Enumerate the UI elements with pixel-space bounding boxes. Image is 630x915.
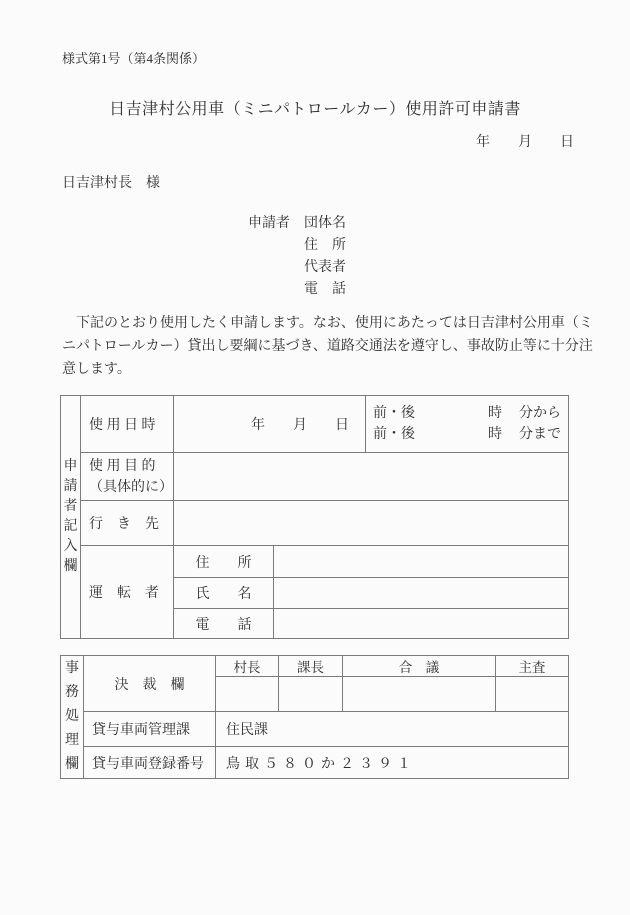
time-from-minute: 分から [519,406,561,421]
approval-col-examiner: 主査 [496,656,569,677]
driver-name-label: 氏 名 [174,578,274,609]
driver-address-label: 住 所 [174,546,274,578]
time-to-minute: 分まで [519,427,561,442]
form-number: 様式第1号（第4条関係） [62,51,206,66]
office-section-cell [61,656,84,779]
time-from-row [366,403,568,424]
approval-cell-mayor [216,677,279,712]
body-line: 下記のとおり使用したく申請します。なお、使用にあたっては日吉津村公用車（ミ [62,316,593,331]
applicant-line-address: 住 所 [248,238,346,253]
driver-name-value-cell [274,578,569,609]
usage-date-cell: 年 月 日 [174,396,366,453]
applicant-line-group-name: 申請者 団体名 [248,216,346,231]
purpose-label [81,453,174,501]
purpose-label-line1: 使 用 目 的 [89,458,156,474]
time-from-hour: 時 [488,406,502,421]
applicant-section-cell [61,396,81,639]
approval-label: 決 裁 欄 [84,656,216,712]
applicant-entry-table [60,395,569,639]
approval-col-consultation: 合 議 [343,656,496,677]
driver-address-value-cell [274,546,569,578]
driver-phone-value-cell [274,609,569,639]
applicant-line-representative: 代表者 [248,260,346,275]
usage-time-cell [366,396,569,453]
registration-number-value: 鳥取５８０か２３９１ [216,747,569,779]
time-from-ampm: 前・後 [373,406,415,421]
approval-cell-section-chief [279,677,343,712]
approval-col-section-chief: 課長 [279,656,343,677]
purpose-value-cell [174,453,569,501]
applicant-block [248,213,346,301]
driver-label: 運 転 者 [81,546,174,639]
approval-col-mayor: 村長 [216,656,279,677]
managing-section-label: 貸与車両管理課 [84,712,216,747]
date-line: 年 月 日 [476,135,574,150]
destination-value-cell [174,501,569,546]
office-processing-table [60,655,569,779]
time-to-hour: 時 [488,427,502,442]
approval-cell-consultation [343,677,496,712]
managing-section-value: 住民課 [216,712,569,747]
page-title: 日吉津村公用車（ミニパトロールカー）使用許可申請書 [109,101,521,118]
registration-number-label: 貸与車両登録番号 [84,747,216,779]
time-to-ampm: 前・後 [373,427,415,442]
office-section-label: 事務処理欄 [65,661,79,772]
usage-datetime-label: 使 用 日 時 [81,396,174,453]
addressee: 日吉津村長 様 [62,176,160,191]
purpose-label-line2: （具体的に） [89,479,173,495]
driver-phone-label: 電 話 [174,609,274,639]
approval-cell-examiner [496,677,569,712]
body-paragraph [62,312,593,381]
time-to-row [366,424,568,445]
destination-label: 行 き 先 [81,501,174,546]
body-line: ニパトロールカー）貸出し要綱に基づき、道路交通法を遵守し、事故防止等に十分注 [62,339,593,354]
body-line: 意します。 [62,362,131,377]
applicant-line-phone: 電 話 [248,282,346,297]
applicant-section-label: 申請者記入欄 [63,459,78,574]
